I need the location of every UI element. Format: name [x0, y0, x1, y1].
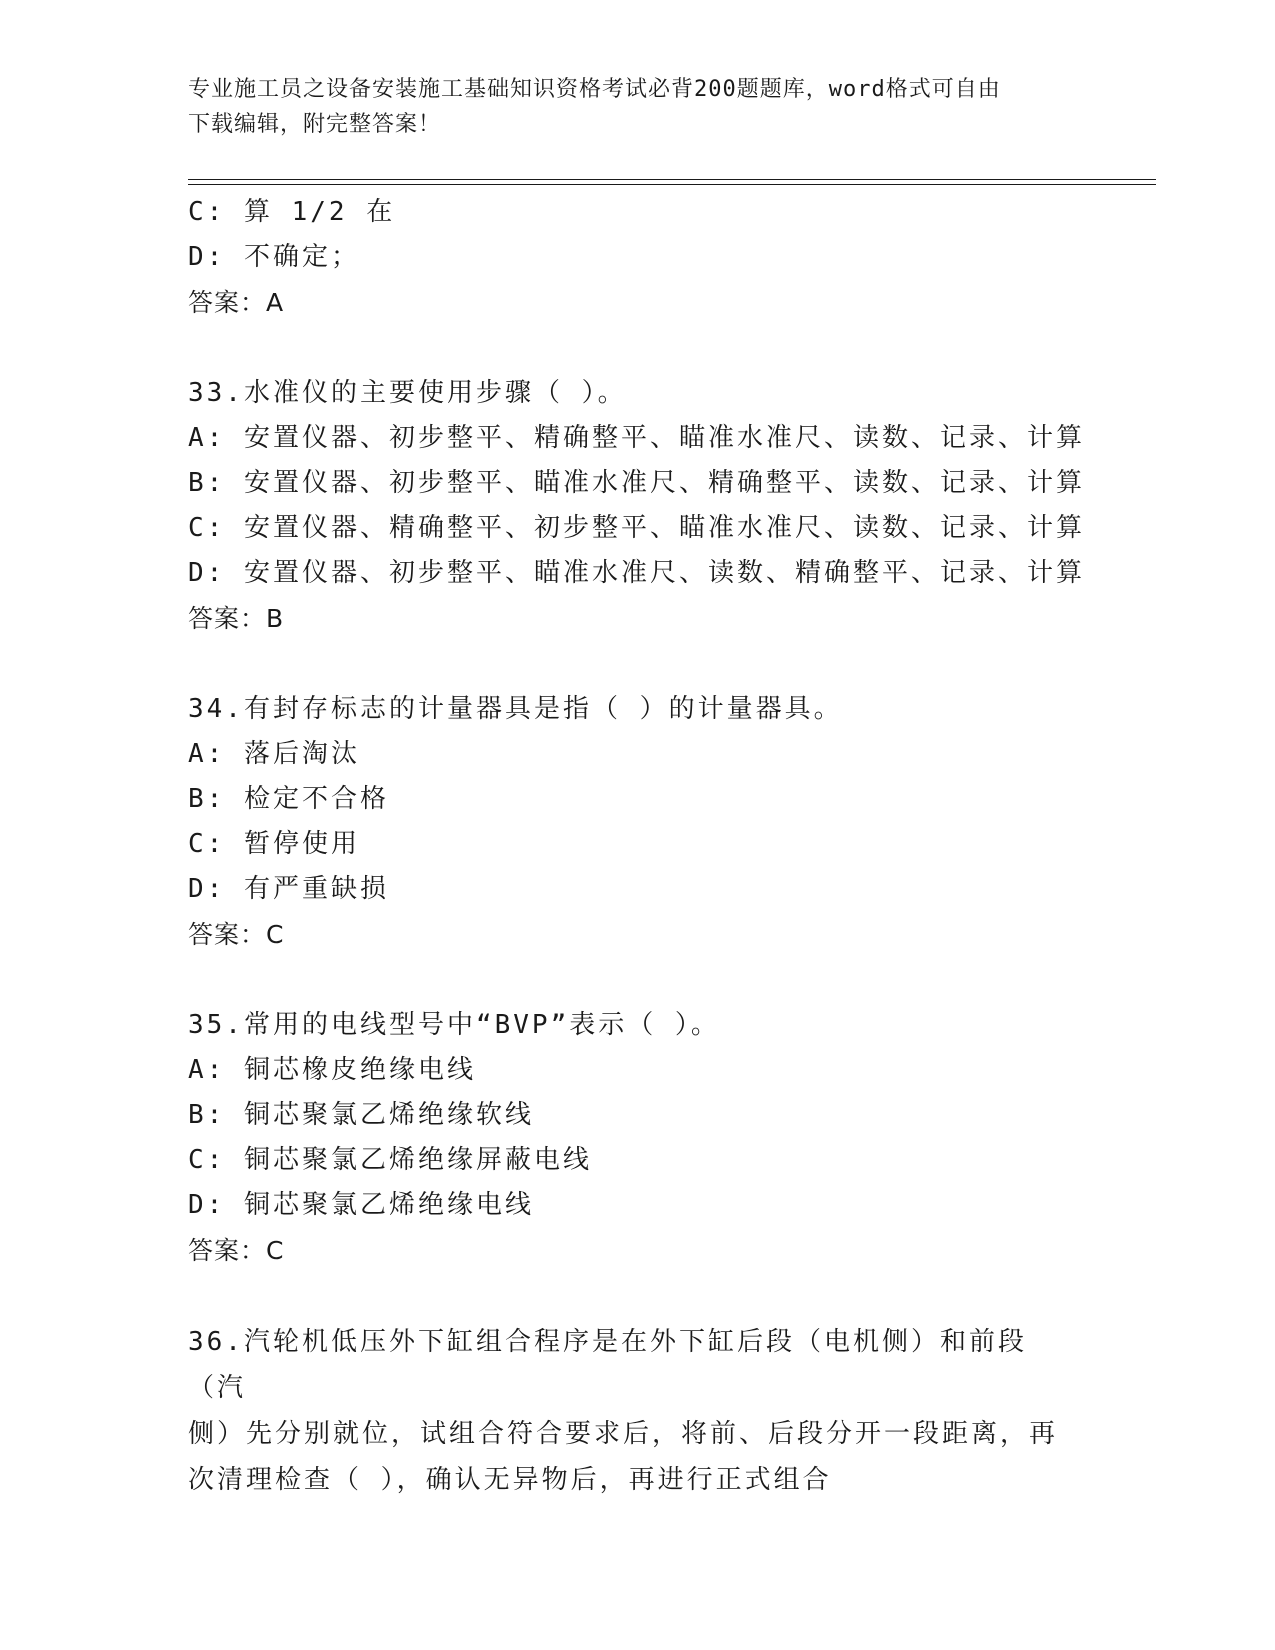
q32-option-c: C: 算 1/2 在 [188, 197, 396, 227]
q34-option-c: C: 暂停使用 [188, 829, 360, 859]
document-header [188, 72, 1088, 142]
question-33 [188, 371, 1088, 641]
spacer [188, 641, 1088, 687]
question-list [188, 190, 1088, 1503]
q32-option-d: D: 不确定； [188, 242, 360, 272]
q33-stem: 33.水准仪的主要使用步骤（ ）。 [188, 378, 627, 408]
q34-option-a: A: 落后淘汰 [188, 739, 360, 769]
question-35 [188, 1003, 1088, 1273]
q33-option-c: C: 安置仪器、精确整平、初步整平、瞄准水准尺、读数、记录、计算 [188, 513, 1085, 543]
q34-stem: 34.有封存标志的计量器具是指（ ）的计量器具。 [188, 694, 843, 724]
header-divider-bottom [188, 184, 1156, 185]
q35-option-b: B: 铜芯聚氯乙烯绝缘软线 [188, 1100, 534, 1130]
question-34 [188, 687, 1088, 957]
header-divider-top [188, 179, 1156, 180]
question-32-tail [188, 190, 1088, 325]
q34-answer: 答案：C [188, 920, 285, 949]
q35-answer: 答案：C [188, 1236, 285, 1265]
q36-stem-line-1: 36.汽轮机低压外下缸组合程序是在外下缸后段（电机侧）和前段（汽 [188, 1327, 1027, 1403]
q33-option-a: A: 安置仪器、初步整平、精确整平、瞄准水准尺、读数、记录、计算 [188, 423, 1085, 453]
q33-option-b: B: 安置仪器、初步整平、瞄准水准尺、精确整平、读数、记录、计算 [188, 468, 1085, 498]
q35-stem: 35.常用的电线型号中“BVP”表示（ ）。 [188, 1010, 720, 1040]
header-title-line-1: 专业施工员之设备安装施工基础知识资格考试必背200题题库，word格式可自由 [188, 77, 1001, 102]
q35-option-a: A: 铜芯橡皮绝缘电线 [188, 1055, 476, 1085]
header-title-line-2: 下载编辑，附完整答案！ [188, 112, 442, 137]
q32-answer: 答案：A [188, 288, 285, 317]
q36-stem-line-3: 次清理检查（ ），确认无异物后，再进行正式组合 [188, 1465, 832, 1495]
q33-option-d: D: 安置仪器、初步整平、瞄准水准尺、读数、精确整平、记录、计算 [188, 558, 1085, 588]
q36-stem-line-2: 侧）先分别就位，试组合符合要求后，将前、后段分开一段距离，再 [188, 1419, 1059, 1449]
q33-answer: 答案：B [188, 604, 285, 633]
spacer [188, 1273, 1088, 1319]
q35-option-c: C: 铜芯聚氯乙烯绝缘屏蔽电线 [188, 1145, 592, 1175]
question-36 [188, 1319, 1078, 1503]
spacer [188, 325, 1088, 371]
q34-option-d: D: 有严重缺损 [188, 874, 389, 904]
q34-option-b: B: 检定不合格 [188, 784, 389, 814]
q35-option-d: D: 铜芯聚氯乙烯绝缘电线 [188, 1190, 534, 1220]
spacer [188, 957, 1088, 1003]
